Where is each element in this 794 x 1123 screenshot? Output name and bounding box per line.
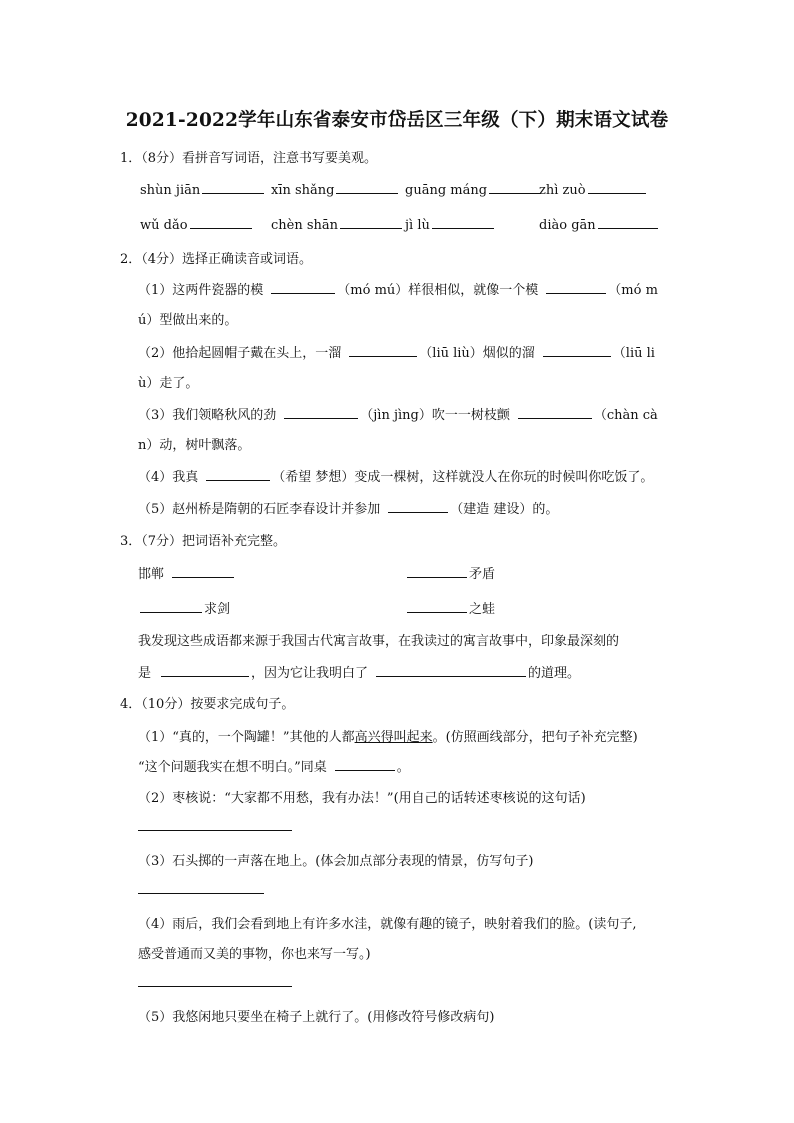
answer-line [138,986,292,987]
q2-sentence-2: （2）他拾起圆帽子戴在头上，一溜 （liū liù）烟似的溜 （liū li [138,342,655,361]
idiom-item: 求剑 [138,598,230,617]
underlined-phrase: 高兴得叫起来 [354,730,433,745]
page-title: 2021-2022学年山东省泰安市岱岳区三年级（下）期末语文试卷 [125,110,669,131]
idiom-item: 矛盾 [405,563,495,582]
q4-sentence-3: （3）石头掷的一声落在地上。(体会加点部分表现的情景，仿写句子) [138,854,534,869]
idiom-item: 邯郸 [138,563,236,582]
q4-sentence-1: （1）“真的，一个陶罐！”其他的人都高兴得叫起来。(仿照画线部分，把句子补充完整) [138,730,638,745]
question-3-stem: 3．（7分）把词语补充完整。 [120,534,287,549]
q2-sentence-1-cont: ú）型做出来的。 [138,313,238,328]
q4-sentence-1-imitation: “这个问题我实在想不明白。”同桌 。 [138,756,410,775]
q4-sentence-2: （2）枣核说：“大家都不用愁，我有办法！”(用自己的话转述枣核说的这句话) [138,791,586,806]
q3-paragraph-cont: 是 ，因为它让我明白了 的道理。 [138,662,580,681]
q2-sentence-1: （1）这两件瓷器的模 （mó mú）样很相似，就像一个模 （mó m [138,279,658,298]
answer-line [138,830,292,831]
q2-sentence-3: （3）我们领略秋风的劲 （jìn jìng）吹一一树枝颤 （chàn cà [138,404,658,423]
q2-sentence-4: （4）我真 （希望 梦想）变成一棵树，这样就没人在你玩的时候叫你吃饭了。 [138,466,653,485]
q2-sentence-3-cont: n）动，树叶飘落。 [138,438,251,453]
pinyin-item: guāng máng [405,180,543,198]
question-2-stem: 2．（4分）选择正确读音或词语。 [120,252,313,267]
pinyin-item: jì lù [405,215,496,233]
question-4-stem: 4．（10分）按要求完成句子。 [120,697,295,712]
q4-sentence-5: （5）我悠闲地只要坐在椅子上就行了。(用修改符号修改病句) [138,1010,495,1025]
pinyin-item: zhì zuò [539,180,648,198]
q4-sentence-4-cont: 感受普通而又美的事物，你也来写一写。) [138,947,371,962]
answer-line [138,893,264,894]
q2-sentence-2-cont: ù）走了。 [138,376,199,391]
pinyin-item: diào gān [539,215,660,233]
q3-paragraph: 我发现这些成语都来源于我国古代寓言故事，在我读过的寓言故事中，印象最深刻的 [138,634,620,649]
question-1-stem: 1．（8分）看拼音写词语，注意书写要美观。 [120,151,378,166]
pinyin-item: xīn shǎng [271,180,400,198]
pinyin-item: wǔ dǎo [140,215,254,233]
idiom-item: 之蛙 [405,598,495,617]
pinyin-item: shùn jiān [140,180,266,198]
pinyin-item: chèn shān [271,215,404,233]
q4-sentence-4: （4）雨后，我们会看到地上有许多水洼，就像有趣的镜子，映射着我们的脸。(读句子, [138,917,637,932]
q2-sentence-5: （5）赵州桥是隋朝的石匠李春设计并参加 （建造 建设）的。 [138,498,558,517]
